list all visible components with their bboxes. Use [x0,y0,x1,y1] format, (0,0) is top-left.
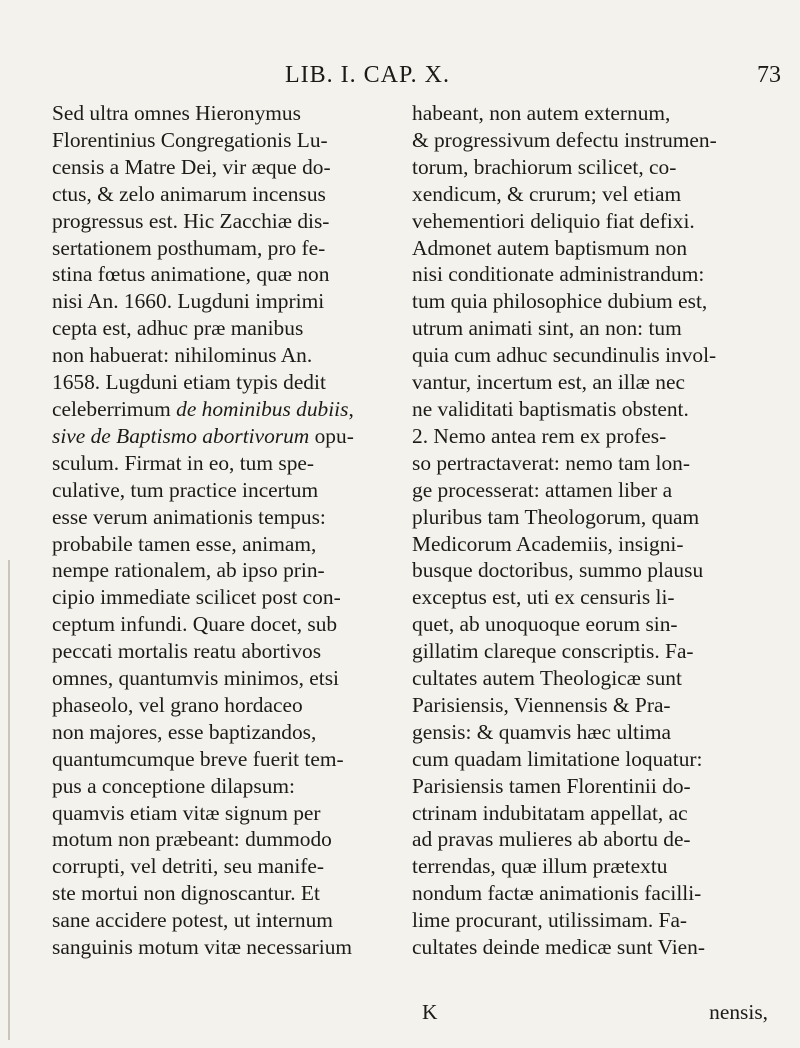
left-column-line: cipio immediate scilicet post con- [52,585,341,610]
right-column-line: Parisiensis, Viennensis & Pra- [412,692,671,717]
left-column-line: probabile tamen esse, animam, [52,531,317,556]
right-column-line: so pertractaverat: nemo tam lon- [412,450,690,475]
left-column-line: sertationem posthumam, pro fe- [52,235,326,260]
left-column-line: 1658. Lugduni etiam typis dedit [52,370,326,395]
left-column-line: sanguinis motum vitæ necessarium [52,935,353,960]
right-column-line: tum quia philosophice dubium est, [412,289,708,314]
right-column-line: cum quadam limitatione loquatur: [412,746,703,771]
right-column-line: vehementiori deliquio fiat defixi. [412,208,695,233]
right-column-line: & progressivum defectu instrumen- [412,127,717,152]
left-column-line: quamvis etiam vitæ signum per [52,800,321,825]
left-column-line: nisi An. 1660. Lugduni imprimi [52,289,325,314]
right-column-line: nisi conditionate administrandum: [412,262,705,287]
left-column-line: omnes, quantumvis minimos, etsi [52,666,339,691]
left-column-line: peccati mortalis reatu abortivos [52,639,322,664]
page-header [0,62,800,92]
left-column-line: culative, tum practice incertum [52,477,319,502]
left-column-line: ctus, & zelo animarum incensus [52,181,326,206]
page-number: 73 [757,62,781,88]
left-column-line: Sed ultra omnes Hieronymus [52,101,301,125]
right-column-line: gensis: & quamvis hæc ultima [412,719,672,744]
right-column-line: exceptus est, uti ex censuris li- [412,585,675,610]
left-column-line: celeberrimum de hominibus dubiis, [52,396,354,421]
right-column-line: quet, ab unoquoque eorum sin- [412,612,678,637]
right-column-line: ad pravas mulieres ab abortu de- [412,827,691,852]
right-column-line: 2. Nemo antea rem ex profes- [412,423,667,448]
left-column-line: esse verum animationis tempus: [52,504,326,529]
right-column-line: habeant, non autem externum, [412,101,671,125]
left-column-line: sive de Baptismo abortivorum opu- [52,423,354,448]
right-column-line: lime procurant, utilissimam. Fa- [412,908,688,933]
right-column-line: torum, brachiorum scilicet, co- [412,154,677,179]
page-footer [412,1000,768,1027]
right-column-line: quia cum adhuc secundinulis invol- [412,343,717,368]
left-column [52,100,382,961]
right-column-line: terrendas, quæ illum prætextu [412,854,668,879]
right-column-line: vantur, incertum est, an illæ nec [412,370,685,395]
right-column-line: ctrinam indubitatam appellat, ac [412,800,688,825]
right-column-line: busque doctoribus, summo plausu [412,558,704,583]
left-column-line: sculum. Firmat in eo, tum spe- [52,450,315,475]
right-column-line: cultates deinde medicæ sunt Vien- [412,935,705,960]
left-column-line: stina fœtus animatione, quæ non [52,262,330,287]
right-column-line: nondum factæ animationis facilli- [412,881,702,906]
right-column-line: cultates autem Theologicæ sunt [412,666,682,691]
right-column-line: ge processerat: attamen liber a [412,477,673,502]
right-column-line: gillatim clareque conscriptis. Fa- [412,639,694,664]
right-column-line: Parisiensis tamen Florentinii do- [412,773,691,798]
left-column-line: nempe rationalem, ab ipso prin- [52,558,325,583]
right-column-line: Admonet autem baptismum non [412,235,688,260]
left-column-line: phaseolo, vel grano hordaceo [52,692,303,717]
signature-mark: K [422,1000,438,1024]
left-column-line: cepta est, adhuc præ manibus [52,316,304,341]
left-column-line: non majores, esse baptizandos, [52,719,317,744]
running-head: LIB. I. CAP. X. [285,62,451,88]
left-column-line: censis a Matre Dei, vir æque do- [52,154,331,179]
catchword: nensis, [709,1000,768,1024]
right-column-line: xendicum, & crurum; vel etiam [412,181,682,206]
right-column-line: ne validitati baptismatis obstent. [412,396,689,421]
left-column-line: ceptum infundi. Quare docet, sub [52,612,338,637]
left-column-line: motum non præbeant: dummodo [52,827,332,852]
right-column-line: pluribus tam Theologorum, quam [412,504,700,529]
left-column-line: quantumcumque breve fuerit tem- [52,746,344,771]
right-column-line: utrum animati sint, an non: tum [412,316,682,341]
left-column-line: non habuerat: nihilominus An. [52,343,313,368]
left-column-line: progressus est. Hic Zacchiæ dis- [52,208,330,233]
left-column-line: Florentinius Congregationis Lu- [52,127,328,152]
right-column [412,100,768,961]
left-column-line: ste mortui non dignoscantur. Et [52,881,320,906]
left-column-line: corrupti, vel detriti, seu manife- [52,854,325,879]
page-edge-shadow [8,560,10,1040]
left-column-line: pus a conceptione dilapsum: [52,773,295,798]
left-column-line: sane accidere potest, ut internum [52,908,333,933]
right-column-line: Medicorum Academiis, insigni- [412,531,684,556]
